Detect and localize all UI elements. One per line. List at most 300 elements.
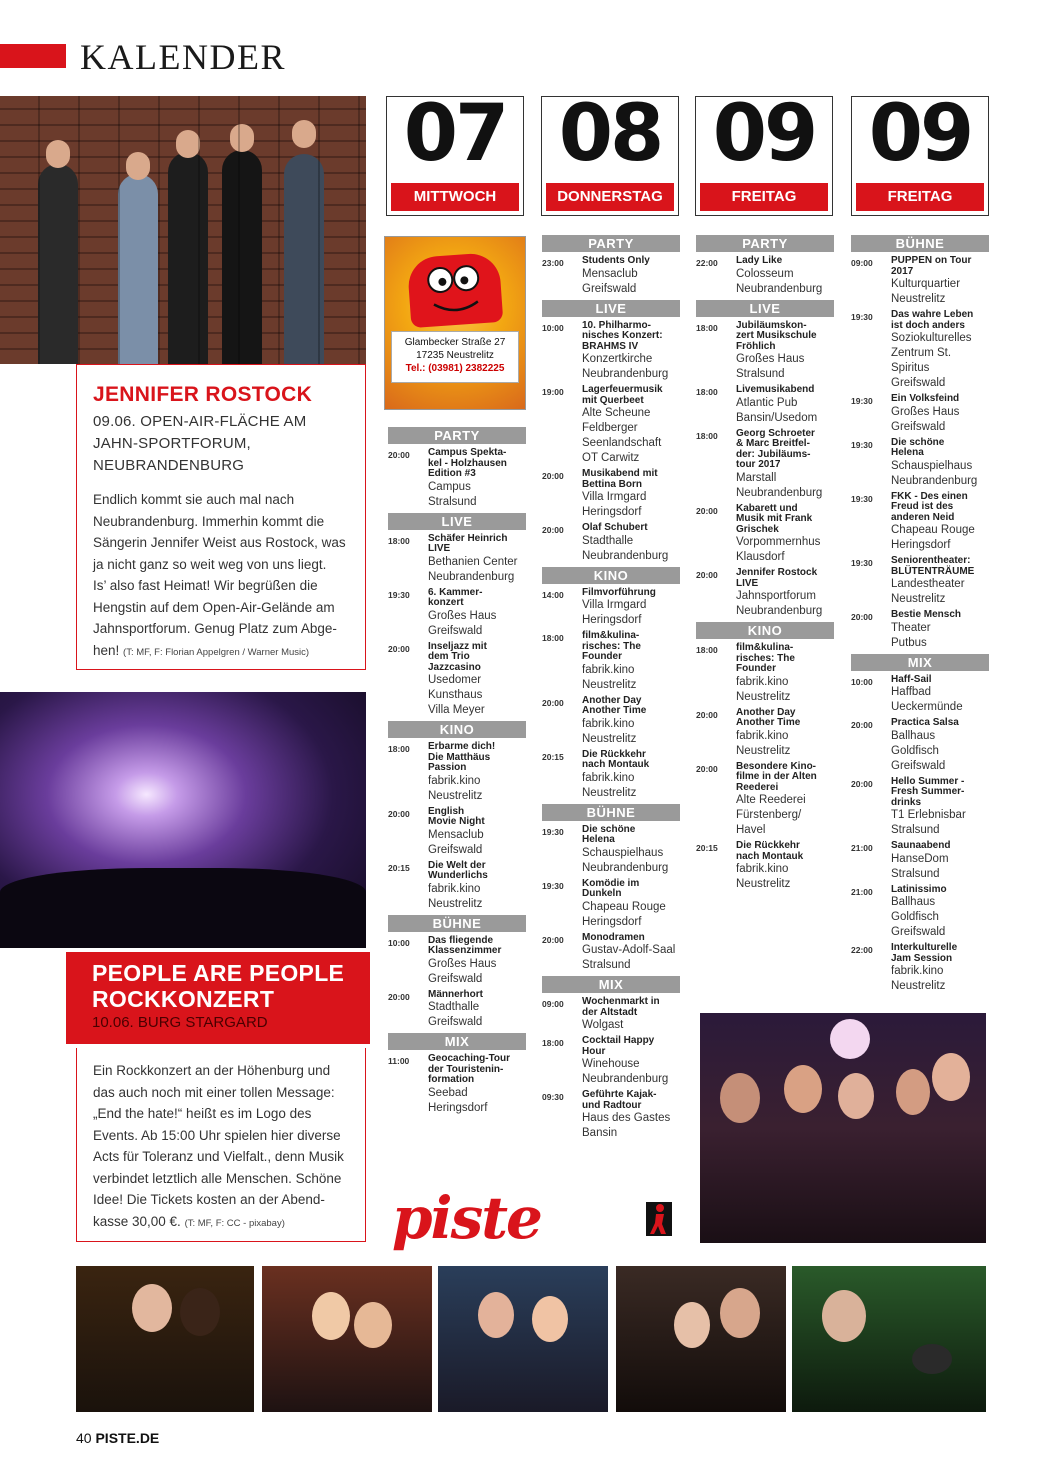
event-name: Founder [736, 663, 776, 674]
event-time: 19:30 [388, 589, 410, 600]
event-location: Großes Haus [428, 609, 497, 622]
event-location: Neubrandenburg [582, 549, 669, 562]
event-location: Landestheater [891, 578, 965, 590]
event-location: Greifswald [891, 377, 946, 389]
event-name: Die Rückkehr [582, 748, 646, 760]
event-name: Livemusikabend [736, 384, 815, 395]
category-header: LIVE [696, 300, 834, 317]
category-header: LIVE [388, 513, 526, 530]
feature-people-are-people-header: PEOPLE ARE PEOPLE ROCKKONZERT 10.06. BURG STARGARD [66, 952, 370, 1044]
event-name: Ein Volksfeind [891, 393, 960, 404]
event-name: BRAHMS IV [582, 340, 639, 352]
event-time: 20:00 [542, 934, 564, 945]
concert-photo [0, 692, 366, 948]
event-entry [696, 504, 834, 566]
event-entry [851, 885, 989, 941]
event-entry [696, 429, 834, 501]
event-time: 20:15 [696, 843, 718, 853]
event-entry [851, 556, 989, 607]
event-name: Seniorentheater: [891, 555, 971, 566]
event-location: Kunsthaus [428, 689, 483, 701]
event-time: 19:30 [851, 558, 873, 568]
event-entry [851, 610, 989, 651]
event-time: 18:00 [696, 645, 718, 655]
event-name: Musik mit Frank [736, 513, 813, 524]
club-photo-1 [76, 1266, 254, 1412]
event-location: Neustrelitz [891, 293, 946, 305]
event-name: Another Day [736, 706, 796, 718]
event-name: Hello Summer - [891, 775, 965, 787]
event-location: Stralsund [736, 368, 785, 380]
category-header: BÜHNE [542, 804, 680, 821]
event-location: Ueckermünde [891, 701, 963, 713]
event-name: drinks [891, 796, 922, 808]
event-entry [696, 762, 834, 839]
event-location: Theater [891, 621, 931, 634]
event-name: Filmvorführung [582, 586, 656, 598]
event-name: Helena [582, 834, 615, 845]
event-entry [388, 534, 526, 585]
event-time: 20:00 [851, 612, 873, 622]
event-entry [542, 469, 680, 520]
event-name: Bestie Mensch [891, 609, 962, 620]
photo-credit: (T: MF, F: CC - pixabay) [184, 1217, 285, 1229]
event-time: 20:00 [696, 709, 718, 720]
event-location: Neustrelitz [428, 897, 483, 910]
event-location: Putbus [891, 636, 927, 649]
date-box-thursday: 08 DONNERSTAG [541, 96, 679, 216]
event-entry [542, 256, 680, 297]
date-box-friday: 09 FREITAG [695, 96, 833, 216]
feature-jennifer-rostock [76, 364, 366, 670]
category-header: BÜHNE [851, 235, 989, 252]
date-box-friday-2: 09 FREITAG [851, 96, 989, 216]
event-name: Bettina Born [582, 478, 642, 490]
event-location: T1 Erlebnisbar [891, 809, 966, 821]
event-location: Heringsdorf [582, 915, 642, 928]
event-name: PUPPEN on Tour [891, 255, 972, 266]
page-title: KALENDER [80, 37, 286, 77]
event-entry [851, 718, 989, 774]
event-time: 20:00 [542, 525, 564, 535]
club-photo-4 [616, 1266, 786, 1412]
category-header: PARTY [542, 235, 680, 252]
event-location: fabrik.kino [736, 863, 789, 875]
event-location: Schauspielhaus [891, 459, 973, 472]
category-header: KINO [542, 567, 680, 584]
event-entry [851, 394, 989, 435]
event-location: Neubrandenburg [582, 1073, 669, 1085]
event-name: Schäfer Heinrich [428, 532, 508, 544]
event-name: Geocaching-Tour [428, 1053, 511, 1064]
site-name: PISTE.DE [95, 1430, 160, 1446]
event-name: Haff-Sail [891, 673, 932, 685]
event-name: Cocktail Happy [582, 1035, 655, 1046]
event-location: Konzertkirche [582, 353, 653, 365]
event-name: Musikabend mit [582, 468, 658, 479]
pizza-address-card: Glambecker Straße 27 17235 Neustrelitz Tel.: (03981) 2382225 [391, 331, 519, 383]
event-entry [851, 777, 989, 839]
event-time: 20:00 [542, 697, 564, 708]
event-location: Feldberger [582, 422, 638, 434]
event-name: Georg Schroeter [736, 427, 815, 439]
event-location: Haus des Gastes [582, 1112, 671, 1124]
event-time: 10:00 [851, 676, 873, 687]
event-location: Zentrum St. [891, 347, 952, 359]
event-name: Lagerfeuermusik [582, 384, 663, 395]
event-name: anderen Neid [891, 511, 955, 523]
event-location: Alte Scheune [582, 407, 651, 419]
feature-title: JENNIFER ROSTOCK [93, 383, 313, 406]
event-name: Kabarett und [736, 502, 798, 514]
category-header: LIVE [542, 300, 680, 317]
piste-figure-icon [646, 1202, 672, 1236]
event-name: Fresh Summer- [891, 786, 965, 797]
event-location: Neubrandenburg [891, 474, 978, 487]
event-location: Usedomer [428, 674, 482, 686]
category-header: MIX [388, 1033, 526, 1050]
event-name: Die schöne [891, 436, 945, 448]
event-name: Grischek [736, 523, 779, 535]
event-name: Das fliegende [428, 934, 494, 946]
event-time: 20:00 [388, 643, 410, 654]
category-header: PARTY [696, 235, 834, 252]
event-location: Chapeau Rouge [582, 900, 666, 913]
event-entry [851, 841, 989, 882]
event-time: 18:00 [388, 535, 410, 546]
event-time: 20:00 [851, 778, 873, 789]
event-time: 22:00 [851, 945, 873, 955]
event-entry [696, 841, 834, 892]
event-location: fabrik.kino [582, 771, 635, 784]
event-name: Saunaabend [891, 840, 951, 851]
event-name: LIVE [428, 543, 451, 554]
event-name: Geführte Kajak- [582, 1089, 657, 1100]
event-name: Olaf Schubert [582, 522, 648, 533]
event-time: 10:00 [388, 937, 410, 948]
event-time: 19:30 [851, 312, 873, 322]
event-time: 20:00 [388, 450, 410, 460]
event-location: Goldfisch [891, 911, 939, 923]
event-entry [542, 321, 680, 383]
event-entry [388, 990, 526, 1031]
event-name: Dunkeln [582, 888, 622, 899]
event-name: Interkulturelle [891, 942, 958, 953]
event-time: 18:00 [696, 430, 718, 441]
event-time: 20:00 [388, 808, 410, 819]
event-name: Campus Spekta- [428, 447, 507, 458]
event-location: Villa Irmgard [582, 491, 647, 503]
event-location: fabrik.kino [428, 774, 481, 787]
event-location: Chapeau Rouge [891, 524, 975, 536]
event-location: Marstall [736, 471, 777, 484]
event-name: Students Only [582, 255, 650, 266]
event-time: 19:30 [851, 439, 873, 450]
event-name: film&kulina- [736, 642, 794, 653]
event-name: Die Rückkehr [736, 840, 800, 851]
event-time: 19:00 [542, 387, 564, 397]
event-location: fabrik.kino [736, 729, 789, 742]
event-name: Wunderlichs [428, 870, 488, 881]
event-name: kel - Holzhausen [428, 457, 507, 469]
events-column-friday [696, 232, 834, 895]
pizza-and-more-ad [384, 236, 526, 410]
event-name: Another Time [582, 705, 647, 716]
event-location: Seebad [428, 1086, 468, 1099]
event-location: Greifswald [428, 972, 483, 985]
event-time: 18:00 [542, 633, 564, 643]
event-location: Goldfisch [891, 744, 939, 757]
event-name: Passion [428, 762, 467, 773]
event-location: Greifswald [582, 282, 637, 295]
event-time: 18:00 [542, 1038, 564, 1048]
event-name: konzert [428, 597, 464, 608]
category-header: MIX [851, 654, 989, 671]
event-name: mit Querbeet [582, 394, 644, 406]
event-location: Bansin/Usedom [736, 411, 818, 424]
event-name: Another Time [736, 717, 801, 728]
event-name: Founder [582, 651, 622, 662]
event-entry [542, 933, 680, 974]
event-entry [851, 310, 989, 391]
event-name: Komödie im [582, 877, 640, 889]
event-location: Campus [428, 480, 471, 493]
event-location: fabrik.kino [428, 882, 481, 895]
event-time: 18:00 [696, 387, 718, 397]
event-name: Movie Night [428, 816, 485, 827]
event-location: Soziokulturelles [891, 332, 972, 344]
event-name: Wochenmarkt in [582, 996, 660, 1007]
event-time: 20:00 [388, 991, 410, 1002]
event-time: 22:00 [696, 258, 718, 268]
event-name: risches: The [736, 652, 795, 664]
event-time: 20:00 [542, 471, 564, 481]
event-name: ist doch anders [891, 319, 965, 331]
event-time: 20:15 [388, 862, 410, 873]
event-time: 20:00 [696, 505, 718, 516]
event-time: 19:30 [851, 493, 873, 504]
events-column-thursday [542, 232, 680, 1144]
event-name: Jennifer Rostock [736, 567, 818, 578]
event-entry [542, 523, 680, 564]
event-name: der Altstadt [582, 1006, 638, 1018]
event-name: LIVE [736, 577, 759, 589]
event-entry [542, 825, 680, 876]
event-location: Atlantic Pub [736, 396, 798, 409]
events-column-wednesday [388, 424, 526, 1119]
event-time: 19:30 [851, 396, 873, 406]
event-entry [542, 588, 680, 629]
event-name: der Touristenin- [428, 1063, 504, 1075]
event-name: Edition #3 [428, 468, 476, 479]
event-location: Mensaclub [428, 828, 484, 841]
event-location: Großes Haus [736, 353, 805, 365]
event-location: Neustrelitz [736, 878, 791, 890]
event-name: nach Montauk [582, 759, 650, 770]
event-location: Fürstenberg/ [736, 809, 802, 821]
event-name: English [428, 805, 465, 817]
event-location: Neubrandenburg [736, 486, 823, 499]
event-time: 21:00 [851, 843, 873, 853]
event-entry [851, 438, 989, 489]
event-name: nisches Konzert: [582, 330, 663, 341]
event-name: Die Matthäus [428, 751, 491, 763]
event-entry [542, 385, 680, 466]
club-photo-2 [262, 1266, 432, 1412]
photo-credit: (T: MF, F: Florian Appelgren / Warner Music) [123, 646, 310, 658]
event-name: & Marc Breitfel- [736, 438, 810, 449]
page-number: 40 [76, 1430, 92, 1446]
category-header: BÜHNE [388, 915, 526, 932]
event-location: Vorpommernhus [736, 536, 821, 548]
event-name: Besondere Kino- [736, 760, 817, 772]
event-location: Stadthalle [428, 1001, 480, 1013]
category-header: PARTY [388, 427, 526, 444]
event-entry [696, 643, 834, 705]
event-entry [696, 568, 834, 619]
event-time: 18:00 [388, 744, 410, 754]
feature-body: Endlich kommt sie auch mal nach Neubrandenburg. Immerhin kommt die Sängerin Jennifer Weist aus Rostock, was ja nicht ganz so weit weg von uns liegt. Is’ also fast Heimat! Wir begrüßen die Hengstin auf dem Open-Air-Gelände am Jahnsportforum. Genug Platz zum Abge- hen! (T: MF, F: Florian Appelgren / Warner Music) [93, 492, 346, 658]
event-entry [388, 936, 526, 987]
event-name: dem Trio [428, 651, 470, 662]
event-name: 6. Kammer- [428, 586, 483, 598]
event-name: Klassenzimmer [428, 945, 502, 956]
event-location: Greifswald [428, 1016, 483, 1028]
event-location: Alte Reederei [736, 794, 806, 806]
event-location: Colosseum [736, 267, 794, 280]
event-name: 2017 [891, 265, 914, 277]
event-location: Stralsund [891, 867, 940, 880]
event-name: formation [428, 1074, 475, 1085]
event-location: fabrik.kino [736, 675, 789, 688]
event-location: Heringsdorf [428, 1101, 488, 1114]
event-location: Stralsund [891, 824, 940, 836]
event-name: Die schöne [582, 823, 636, 835]
event-name: Hour [582, 1045, 606, 1057]
event-location: Seenlandschaft [582, 437, 662, 449]
event-name: FKK - Des einen [891, 490, 968, 502]
event-entry [542, 1036, 680, 1087]
event-time: 20:00 [696, 763, 718, 774]
event-location: Greifswald [891, 926, 946, 938]
event-entry [851, 675, 989, 716]
event-name: Freud ist des [891, 501, 954, 512]
category-header: KINO [696, 622, 834, 639]
event-name: 10. Philharmo- [582, 319, 651, 331]
event-name: Jam Session [891, 952, 953, 964]
event-location: Greifswald [891, 420, 946, 433]
event-location: Winehouse [582, 1058, 640, 1070]
club-photo-5 [792, 1266, 986, 1412]
event-time: 18:00 [696, 322, 718, 333]
event-entry [388, 861, 526, 912]
event-time: 09:00 [851, 258, 873, 268]
feature-people-are-people: Ein Rockkonzert an der Höhenburg und das auch noch mit einer tollen Message: „End the hate!“ heißt es im Logo des Events. Ab 15:00 Uhr spielen hier diverse Acts für Toleranz und Vielfalt., denn Musik verbindet letztlich alle Menschen. Schöne Idee! Die Tickets kosten an der Abend- kasse 30,00 €. (T: MF, F: CC - pixabay) [76, 1048, 366, 1242]
event-time: 11:00 [388, 1056, 410, 1066]
event-location: Bethanien Center [428, 555, 518, 568]
event-location: Stralsund [582, 959, 631, 971]
event-location: Gustav-Adolf-Saal [582, 944, 676, 956]
event-name: Monodramen [582, 931, 645, 943]
event-time: 20:15 [542, 751, 564, 762]
event-location: fabrik.kino [582, 663, 635, 676]
event-name: Jubiläumskon- [736, 319, 807, 331]
event-location: Neubrandenburg [736, 605, 823, 617]
event-location: Jahnsportforum [736, 590, 816, 602]
category-header: MIX [542, 976, 680, 993]
event-location: Havel [736, 824, 766, 836]
event-name: Inseljazz mit [428, 640, 487, 652]
category-header: KINO [388, 721, 526, 738]
event-location: Heringsdorf [582, 614, 642, 626]
page-footer [76, 1430, 159, 1446]
event-name: Erbarme dich! [428, 741, 496, 752]
event-entry [388, 1054, 526, 1116]
club-photo-group [700, 1013, 986, 1243]
event-name: Das wahre Leben [891, 309, 974, 320]
event-entry [542, 997, 680, 1033]
event-entry [696, 708, 834, 759]
event-location: Neustrelitz [582, 786, 637, 799]
event-location: Greifswald [891, 759, 946, 772]
event-time: 09:00 [542, 999, 564, 1009]
event-location: Ballhaus [891, 896, 936, 908]
event-time: 19:30 [542, 826, 564, 837]
event-name: Helena [891, 447, 924, 458]
event-name: Fröhlich [736, 340, 776, 352]
event-name: film&kulina- [582, 630, 640, 641]
event-time: 23:00 [542, 258, 564, 268]
event-location: Spiritus [891, 362, 930, 374]
events-column-friday-2 [851, 232, 989, 997]
event-location: Neubrandenburg [582, 861, 669, 874]
event-location: OT Carwitz [582, 452, 640, 464]
event-location: Stralsund [428, 495, 477, 508]
event-name: tour 2017 [736, 459, 781, 470]
event-entry [542, 696, 680, 747]
event-location: Neustrelitz [582, 678, 637, 691]
event-entry [696, 385, 834, 426]
event-entry [851, 256, 989, 307]
event-name: Jazzcasino [428, 661, 481, 673]
event-location: Stadthalle [582, 534, 634, 547]
event-location: fabrik.kino [891, 965, 944, 977]
event-entry [542, 631, 680, 693]
event-location: Heringsdorf [891, 539, 951, 551]
event-location: Heringsdorf [582, 506, 642, 518]
event-location: Neustrelitz [736, 744, 791, 757]
event-entry [388, 588, 526, 639]
club-photo-3 [438, 1266, 608, 1412]
event-location: Greifswald [428, 624, 483, 637]
header-accent-bar [0, 44, 66, 68]
piste-logo: piste [392, 1190, 682, 1246]
event-entry [388, 742, 526, 804]
event-location: Villa Irmgard [582, 599, 647, 611]
event-time: 09:30 [542, 1092, 564, 1102]
event-location: Neubrandenburg [736, 282, 823, 295]
event-time: 10:00 [542, 322, 564, 333]
event-location: Neustrelitz [891, 980, 946, 992]
event-name: filme in der Alten [736, 771, 817, 782]
event-location: Großes Haus [891, 405, 960, 418]
event-location: Mensaclub [582, 267, 638, 280]
event-location: Schauspielhaus [582, 846, 664, 859]
event-location: HanseDom [891, 852, 949, 865]
event-location: Wolgast [582, 1019, 624, 1031]
event-name: risches: The [582, 640, 641, 652]
event-entry [542, 750, 680, 801]
